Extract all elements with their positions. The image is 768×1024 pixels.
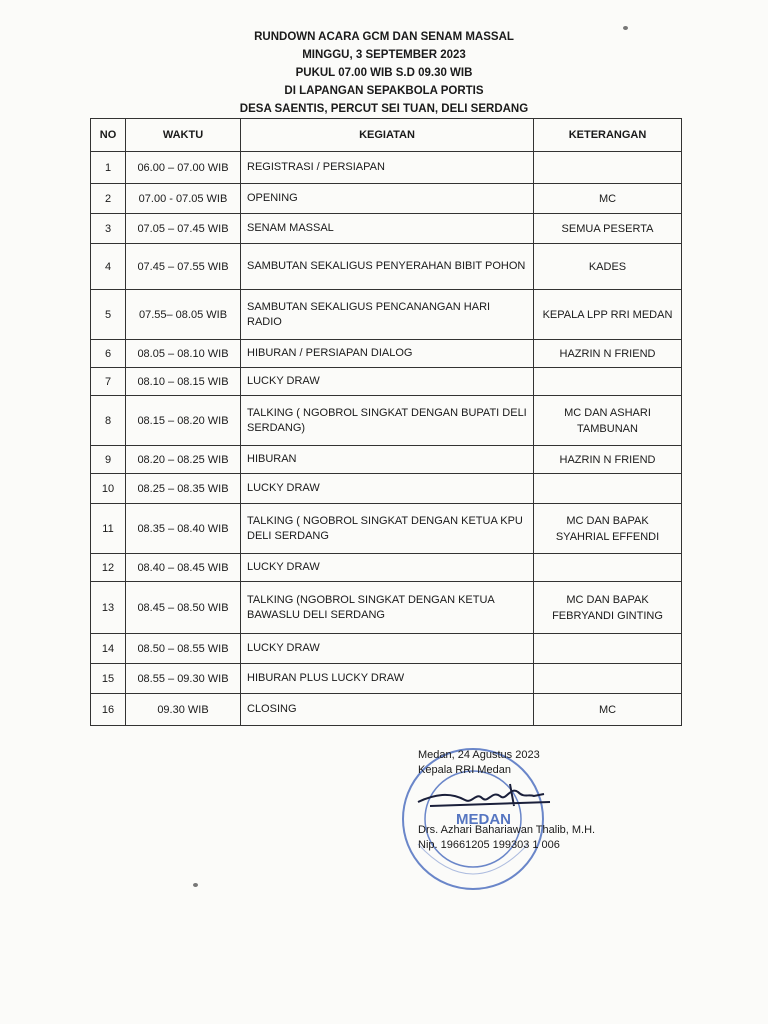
cell-keterangan xyxy=(534,474,682,504)
cell-kegiatan: SAMBUTAN SEKALIGUS PENYERAHAN BIBIT POHON xyxy=(241,244,534,290)
title-line-5: DESA SAENTIS, PERCUT SEI TUAN, DELI SERDANG xyxy=(239,103,529,115)
cell-no: 9 xyxy=(91,446,126,474)
cell-kegiatan: CLOSING xyxy=(241,694,534,726)
table-header-row xyxy=(91,119,682,152)
table-row xyxy=(91,244,682,290)
column-header-kegiatan: KEGIATAN xyxy=(241,119,534,152)
cell-waktu: 08.10 – 08.15 WIB xyxy=(126,368,241,396)
cell-kegiatan: TALKING ( NGOBROL SINGKAT DENGAN KETUA KPU DELI SERDANG xyxy=(241,504,534,554)
cell-keterangan: SEMUA PESERTA xyxy=(534,214,682,244)
cell-kegiatan: SAMBUTAN SEKALIGUS PENCANANGAN HARI RADIO xyxy=(241,290,534,340)
table-row xyxy=(91,340,682,368)
table-row xyxy=(91,582,682,634)
cell-waktu: 07.55– 08.05 WIB xyxy=(126,290,241,340)
cell-kegiatan: LUCKY DRAW xyxy=(241,554,534,582)
cell-kegiatan: LUCKY DRAW xyxy=(241,634,534,664)
cell-no: 6 xyxy=(91,340,126,368)
cell-keterangan: MC xyxy=(534,694,682,726)
signature-position: Kepala RRI Medan xyxy=(418,764,511,776)
cell-keterangan: MC DAN BAPAK SYAHRIAL EFFENDI xyxy=(534,504,682,554)
table-row xyxy=(91,634,682,664)
table-row xyxy=(91,664,682,694)
cell-waktu: 08.45 – 08.50 WIB xyxy=(126,582,241,634)
cell-waktu: 08.05 – 08.10 WIB xyxy=(126,340,241,368)
cell-keterangan: HAZRIN N FRIEND xyxy=(534,446,682,474)
cell-no: 4 xyxy=(91,244,126,290)
cell-waktu: 06.00 – 07.00 WIB xyxy=(126,152,241,184)
signature-name: Drs. Azhari Bahariawan Thalib, M.H. xyxy=(418,824,596,836)
cell-waktu: 07.45 – 07.55 WIB xyxy=(126,244,241,290)
cell-waktu: 08.25 – 08.35 WIB xyxy=(126,474,241,504)
table-row xyxy=(91,368,682,396)
cell-no: 10 xyxy=(91,474,126,504)
cell-keterangan xyxy=(534,368,682,396)
cell-waktu: 08.55 – 09.30 WIB xyxy=(126,664,241,694)
document-title xyxy=(0,28,768,118)
table-row xyxy=(91,184,682,214)
cell-kegiatan: TALKING ( NGOBROL SINGKAT DENGAN BUPATI DELI SERDANG) xyxy=(241,396,534,446)
cell-kegiatan: HIBURAN xyxy=(241,446,534,474)
table-row xyxy=(91,474,682,504)
cell-no: 8 xyxy=(91,396,126,446)
cell-kegiatan: LUCKY DRAW xyxy=(241,368,534,396)
cell-waktu: 08.20 – 08.25 WIB xyxy=(126,446,241,474)
title-line-3: PUKUL 07.00 WIB S.D 09.30 WIB xyxy=(295,67,473,79)
signature-place-date: Medan, 24 Agustus 2023 xyxy=(418,749,540,761)
cell-kegiatan: HIBURAN / PERSIAPAN DIALOG xyxy=(241,340,534,368)
column-header-waktu: WAKTU xyxy=(126,119,241,152)
title-line-2: MINGGU, 3 SEPTEMBER 2023 xyxy=(302,49,466,61)
cell-no: 7 xyxy=(91,368,126,396)
cell-kegiatan: HIBURAN PLUS LUCKY DRAW xyxy=(241,664,534,694)
cell-no: 11 xyxy=(91,504,126,554)
cell-kegiatan: REGISTRASI / PERSIAPAN xyxy=(241,152,534,184)
table-row xyxy=(91,152,682,184)
cell-no: 16 xyxy=(91,694,126,726)
cell-keterangan: KEPALA LPP RRI MEDAN xyxy=(534,290,682,340)
paper-speck xyxy=(193,883,198,887)
cell-no: 15 xyxy=(91,664,126,694)
cell-kegiatan: TALKING (NGOBROL SINGKAT DENGAN KETUA BAWASLU DELI SERDANG xyxy=(241,582,534,634)
table-row xyxy=(91,290,682,340)
cell-no: 2 xyxy=(91,184,126,214)
cell-waktu: 07.05 – 07.45 WIB xyxy=(126,214,241,244)
cell-keterangan: MC xyxy=(534,184,682,214)
table-row xyxy=(91,694,682,726)
cell-kegiatan: SENAM MASSAL xyxy=(241,214,534,244)
cell-no: 14 xyxy=(91,634,126,664)
title-line-4: DI LAPANGAN SEPAKBOLA PORTIS xyxy=(284,85,484,97)
table-row xyxy=(91,396,682,446)
cell-waktu: 09.30 WIB xyxy=(126,694,241,726)
title-line-1: RUNDOWN ACARA GCM DAN SENAM MASSAL xyxy=(254,31,514,43)
cell-kegiatan: LUCKY DRAW xyxy=(241,474,534,504)
cell-keterangan: MC DAN ASHARI TAMBUNAN xyxy=(534,396,682,446)
cell-waktu: 08.40 – 08.45 WIB xyxy=(126,554,241,582)
cell-keterangan: HAZRIN N FRIEND xyxy=(534,340,682,368)
cell-waktu: 08.50 – 08.55 WIB xyxy=(126,634,241,664)
stamp-center-text: MEDAN xyxy=(456,811,511,828)
cell-no: 13 xyxy=(91,582,126,634)
rundown-table xyxy=(90,118,682,726)
cell-keterangan: KADES xyxy=(534,244,682,290)
cell-keterangan xyxy=(534,152,682,184)
table-row xyxy=(91,446,682,474)
cell-keterangan: MC DAN BAPAK FEBRYANDI GINTING xyxy=(534,582,682,634)
cell-no: 3 xyxy=(91,214,126,244)
cell-keterangan xyxy=(534,634,682,664)
cell-waktu: 08.35 – 08.40 WIB xyxy=(126,504,241,554)
column-header-keterangan: KETERANGAN xyxy=(534,119,682,152)
table-row xyxy=(91,554,682,582)
table-row xyxy=(91,504,682,554)
paper-speck xyxy=(623,26,628,30)
signature-block xyxy=(418,748,595,853)
table-row xyxy=(91,214,682,244)
cell-kegiatan: OPENING xyxy=(241,184,534,214)
cell-waktu: 07.00 - 07.05 WIB xyxy=(126,184,241,214)
cell-no: 1 xyxy=(91,152,126,184)
signature-nip: Nip. 19661205 199303 1 006 xyxy=(418,839,560,851)
cell-waktu: 08.15 – 08.20 WIB xyxy=(126,396,241,446)
cell-keterangan xyxy=(534,664,682,694)
cell-no: 12 xyxy=(91,554,126,582)
column-header-no: NO xyxy=(91,119,126,152)
cell-no: 5 xyxy=(91,290,126,340)
cell-keterangan xyxy=(534,554,682,582)
